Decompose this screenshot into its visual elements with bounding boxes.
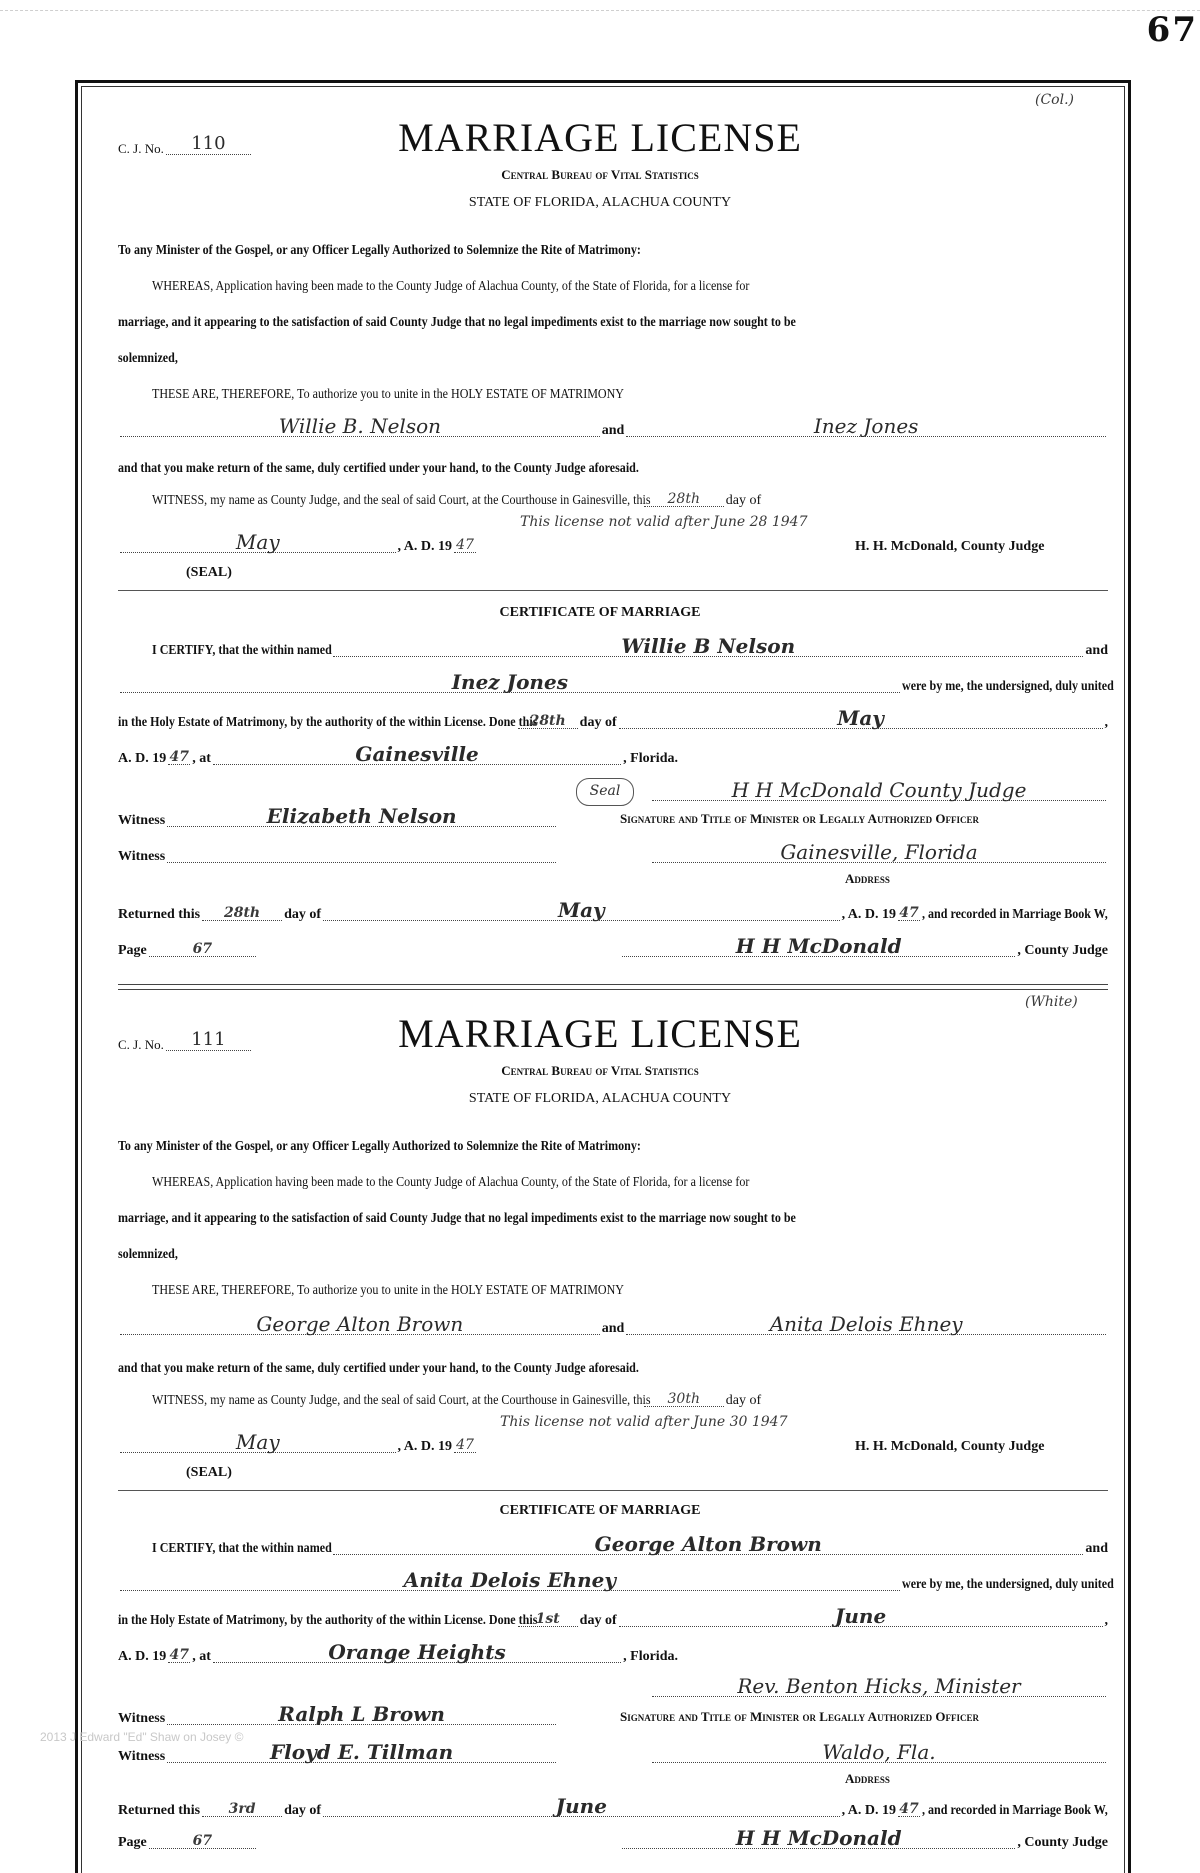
certify-line: I CERTIFY, that the within named Willie B Nelson and bbox=[152, 634, 1108, 658]
and-label: and bbox=[601, 1321, 625, 1336]
certificate-title: CERTIFICATE OF MARRIAGE bbox=[499, 1503, 701, 1518]
and-label: and bbox=[601, 423, 625, 438]
officer-address-line bbox=[650, 840, 1108, 866]
cj-number-field bbox=[118, 133, 253, 158]
bureau-heading: Central Bureau of Vital Statistics bbox=[501, 1063, 699, 1078]
officer-signature-line bbox=[650, 1674, 1108, 1700]
done-line: in the Holy Estate of Matrimony, by the authority of the within License. Done this 1st day of June , bbox=[118, 1604, 1108, 1628]
witness-2-line: Witness bbox=[118, 846, 558, 866]
license-divider bbox=[118, 984, 1108, 990]
seal-label: (SEAL) bbox=[186, 1465, 232, 1480]
parties-line bbox=[118, 414, 1108, 440]
whereas-line-1: WHEREAS, Application having been made to the County Judge of Alachua County, of the State of Florida, for a license for bbox=[152, 279, 750, 294]
done-month: May bbox=[837, 706, 884, 730]
place-line: A. D. 19 47 , at Gainesville , Florida. bbox=[118, 742, 678, 766]
day-of-label: day of bbox=[725, 1393, 762, 1408]
judge-printed-name: H. H. McDonald, County Judge bbox=[855, 539, 1045, 554]
returned-day: 28th bbox=[223, 905, 261, 921]
these-are-line: THESE ARE, THEREFORE, To authorize you to unite in the HOLY ESTATE OF MATRIMONY bbox=[152, 1283, 624, 1298]
judge-signature: H H McDonald bbox=[735, 1826, 902, 1850]
bureau-heading: Central Bureau of Vital Statistics bbox=[501, 167, 699, 182]
whereas-line-2: marriage, and it appearing to the satisfaction of said County Judge that no legal impediments exist to the marriage now sought to be bbox=[118, 1211, 796, 1226]
section-divider bbox=[118, 1490, 1108, 1491]
witness-2: Floyd E. Tillman bbox=[269, 1740, 454, 1764]
done-line: in the Holy Estate of Matrimony, by the authority of the within License. Done this 28th day of May , bbox=[118, 706, 1108, 730]
officer-signature: H H McDonald County Judge bbox=[731, 778, 1027, 802]
cj-number-field bbox=[118, 1029, 253, 1054]
bride-name: Anita Delois Ehney bbox=[769, 1312, 963, 1336]
returned-day: 3rd bbox=[228, 1801, 256, 1817]
cj-label: C. J. No. bbox=[118, 1037, 164, 1052]
returned-line: Returned this 28th day of May , A. D. 19 47 , and recorded in Marriage Book W, bbox=[118, 898, 1108, 922]
done-day: 28th bbox=[529, 713, 566, 729]
whereas-line-2: marriage, and it appearing to the satisfaction of said County Judge that no legal impediments exist to the marriage now sought to be bbox=[118, 315, 796, 330]
make-return-line: and that you make return of the same, duly certified under your hand, to the County Judge aforesaid. bbox=[118, 461, 639, 476]
returned-year: 47 bbox=[899, 905, 919, 921]
returned-year: 47 bbox=[899, 1801, 919, 1817]
done-month: June bbox=[834, 1604, 887, 1628]
issue-month: May bbox=[235, 1430, 280, 1454]
done-day: 1st bbox=[535, 1611, 560, 1627]
returned-month: May bbox=[557, 898, 605, 922]
scan-top-edge bbox=[0, 0, 1200, 11]
done-year: 47 bbox=[169, 749, 189, 765]
signature-caption: Signature and Title of Minister or Legally Authorized Officer bbox=[620, 1709, 979, 1724]
returned-month: June bbox=[555, 1794, 607, 1818]
bride-cert-line: Inez Jones were by me, the undersigned, duly united bbox=[118, 676, 1108, 696]
witness-line: WITNESS, my name as County Judge, and the seal of said Court, at the Courthouse in Gainesville, this 28th day of bbox=[152, 491, 762, 508]
license-title: MARRIAGE LICENSE bbox=[398, 115, 802, 160]
validity-note: This license not valid after June 28 1947 bbox=[520, 514, 808, 530]
license-title: MARRIAGE LICENSE bbox=[398, 1011, 802, 1056]
place-line: A. D. 19 47 , at Orange Heights , Florida. bbox=[118, 1640, 678, 1664]
officer-address-line bbox=[650, 1740, 1108, 1766]
page-line: Page 67 bbox=[118, 940, 258, 960]
cert-groom: George Alton Brown bbox=[594, 1532, 822, 1556]
state-county-heading: STATE OF FLORIDA, ALACHUA COUNTY bbox=[468, 1091, 732, 1106]
these-are-line: THESE ARE, THEREFORE, To authorize you to unite in the HOLY ESTATE OF MATRIMONY bbox=[152, 387, 624, 402]
witness-2-line: Witness Floyd E. Tillman bbox=[118, 1746, 558, 1766]
judge-signature-line: H H McDonald , County Judge bbox=[620, 940, 1108, 960]
book-page: 67 bbox=[192, 1833, 213, 1849]
groom-name: Willie B. Nelson bbox=[278, 414, 442, 438]
done-year: 47 bbox=[169, 1647, 189, 1663]
whereas-line-3: solemnized, bbox=[118, 1247, 178, 1262]
whereas-line-3: solemnized, bbox=[118, 351, 178, 366]
officer-signature-line bbox=[650, 778, 1108, 804]
cert-bride: Inez Jones bbox=[451, 670, 568, 694]
witness-1-line: Witness Ralph L Brown bbox=[118, 1708, 558, 1728]
cj-number: 111 bbox=[191, 1029, 226, 1050]
address-caption: Address bbox=[845, 1771, 890, 1786]
issue-day: 28th bbox=[667, 491, 700, 507]
issue-day: 30th bbox=[667, 1391, 700, 1407]
certificate-title: CERTIFICATE OF MARRIAGE bbox=[499, 605, 701, 620]
witness-1-line: Witness Elizabeth Nelson bbox=[118, 810, 558, 830]
seal-mark: Seal bbox=[576, 778, 634, 806]
returned-line: Returned this 3rd day of June , A. D. 19 47 , and recorded in Marriage Book W, bbox=[118, 1794, 1108, 1818]
validity-note: This license not valid after June 30 1947 bbox=[500, 1414, 788, 1430]
judge-signature-line: H H McDonald , County Judge bbox=[620, 1832, 1108, 1852]
page-line: Page 67 bbox=[118, 1832, 258, 1852]
seal-label: (SEAL) bbox=[186, 565, 232, 580]
officer-signature: Rev. Benton Hicks, Minister bbox=[737, 1674, 1021, 1698]
witness-line: WITNESS, my name as County Judge, and the seal of said Court, at the Courthouse in Gainesville, this 30th day of bbox=[152, 1391, 762, 1408]
address-line: To any Minister of the Gospel, or any Officer Legally Authorized to Solemnize the Rite of Matrimony: bbox=[118, 243, 641, 258]
cj-number: 110 bbox=[191, 133, 226, 154]
cert-groom: Willie B Nelson bbox=[621, 634, 796, 658]
place: Orange Heights bbox=[328, 1640, 506, 1664]
judge-printed-name: H. H. McDonald, County Judge bbox=[855, 1439, 1045, 1454]
issue-year: 47 bbox=[456, 537, 474, 553]
officer-address: Gainesville, Florida bbox=[780, 840, 978, 864]
signature-caption: Signature and Title of Minister or Legally Authorized Officer bbox=[620, 811, 979, 826]
parties-line bbox=[118, 1312, 1108, 1338]
page-number: 67 bbox=[1146, 10, 1198, 50]
issue-month-line: May , A. D. 19 47 bbox=[118, 536, 478, 556]
make-return-line: and that you make return of the same, duly certified under your hand, to the County Judge aforesaid. bbox=[118, 1361, 639, 1376]
state-county-heading: STATE OF FLORIDA, ALACHUA COUNTY bbox=[468, 195, 732, 210]
cj-label: C. J. No. bbox=[118, 141, 164, 156]
groom-name: George Alton Brown bbox=[256, 1312, 464, 1336]
whereas-line-1: WHEREAS, Application having been made to the County Judge of Alachua County, of the State of Florida, for a license for bbox=[152, 1175, 750, 1190]
book-page: 67 bbox=[192, 941, 213, 957]
bride-name: Inez Jones bbox=[813, 414, 919, 438]
place: Gainesville bbox=[355, 742, 479, 766]
officer-address: Waldo, Fla. bbox=[822, 1740, 936, 1764]
day-of-label: day of bbox=[725, 493, 762, 508]
issue-month-line: May , A. D. 19 47 bbox=[118, 1436, 478, 1456]
bride-cert-line: Anita Delois Ehney were by me, the undersigned, duly united bbox=[118, 1574, 1108, 1594]
issue-month: May bbox=[235, 530, 280, 554]
race-note: (White) bbox=[1025, 994, 1078, 1010]
copyright-watermark: 2013 J Edward "Ed" Shaw on Josey © bbox=[40, 1730, 244, 1744]
address-caption: Address bbox=[845, 871, 890, 886]
issue-year: 47 bbox=[456, 1437, 474, 1453]
section-divider bbox=[118, 590, 1108, 591]
witness-1: Ralph L Brown bbox=[278, 1702, 445, 1726]
cert-bride: Anita Delois Ehney bbox=[403, 1568, 616, 1592]
witness-1: Elizabeth Nelson bbox=[266, 804, 457, 828]
certify-line: I CERTIFY, that the within named George Alton Brown and bbox=[152, 1532, 1108, 1556]
address-line: To any Minister of the Gospel, or any Officer Legally Authorized to Solemnize the Rite of Matrimony: bbox=[118, 1139, 641, 1154]
judge-signature: H H McDonald bbox=[735, 934, 902, 958]
race-note: (Col.) bbox=[1035, 92, 1074, 108]
